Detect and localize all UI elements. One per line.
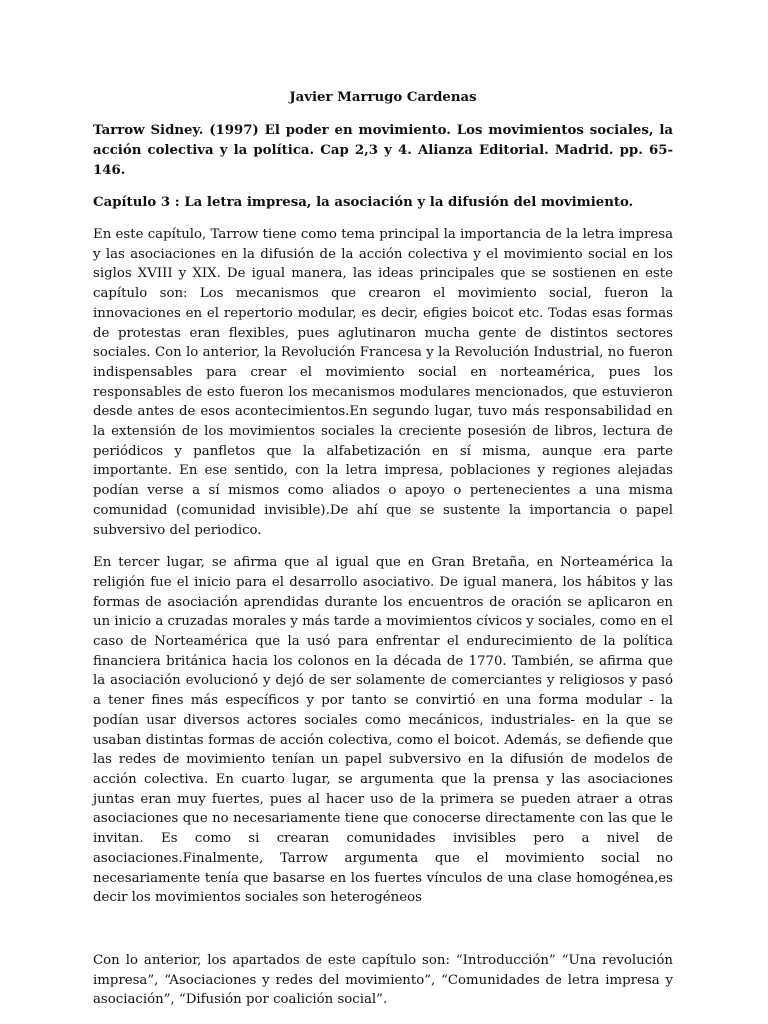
author-name: Javier Marrugo Cardenas (289, 90, 477, 105)
paragraph-2: En tercer lugar, se afirma que al igual que en Gran Bretaña, en Norteamérica la religión fue el inicio para el desarrollo asociativo. De igual manera, los hábitos y las formas de asociación aprendidas durante los encuentros de oración se aplicaron en un inicio a cruzadas morales y más tarde a movimientos cívicos y sociales, como en el caso de Norteamérica que la usó para enfrentar el endurecimiento de la política financiera británica hacia los colonos en la década de 1770. También, se afirma que la asociación evolucionó y dejó de ser solamente de comerciantes y religiosos y pasó a tener fines más específicos y por tanto se convirtió en una forma modular - la podían usar diversos actores sociales como mecánicos, industriales- en la que se usaban distintas formas de acción colectiva, como el boicot. Además, se defiende que las redes de movimiento tenían un papel subversivo en la difusión de modelos de acción colectiva. En cuarto lugar, se argumenta que la prensa y las asociaciones juntas eran muy fuertes, pues al hacer uso de la primera se pueden atraer a otras asociaciones que no necesariamente tiene que conocerse directamente con las que le invitan. Es como si crearan comunidades invisibles pero a nivel de asociaciones.Finalmente, Tarrow argumenta que el movimiento social no necesariamente tenía que basarse en los fuertes vínculos de una clase homogénea,es decir los movimientos sociales son heterogéneos (93, 555, 673, 906)
paragraph-3: Con lo anterior, los apartados de este capítulo son: “Introducción” “Una revolución impresa”, “Asociaciones y redes del movimiento”, “Comunidades de letra impresa y asociación”, “Difusión por coalición social”. (93, 952, 673, 1008)
paragraph-1: En este capítulo, Tarrow tiene como tema principal la importancia de la letra impresa y las asociaciones en la difusión de la acción colectiva y el movimiento social en los siglos XVIII y XIX. De igual manera, las ideas principales que se sostienen en este capítulo son: Los mecanismos que crearon el movimiento social, fueron la innovaciones en el repertorio modular, es decir, efigies boicot etc. Todas esas formas de protestas eran flexibles, pues aglutinaron mucha gente de distintos sectores sociales. Con lo anterior, la Revolución Francesa y la Revolución Industrial, no fueron indispensables para crear el movimiento social en norteamérica, pues los responsables de esto fueron los mecanismos modulares mencionados, que estuvieron desde antes de esos acontecimientos.En segundo lugar, tuvo más responsabilidad en la extensión de los movimientos sociales la creciente posesión de libros, lectura de periódicos y panfletos que la alfabetización en sí misma, aunque era parte importante. En ese sentido, con la letra impresa, poblaciones y regiones alejadas podían verse a sí mismos como aliados o apoyo o pertenecientes a una misma comunidad (comunidad invisible).De ahí que se sustente la importancia o papel subversivo del periodico. (93, 227, 673, 538)
chapter-heading: Capítulo 3 : La letra impresa, la asociación y la difusión del movimiento. (93, 195, 634, 210)
document-page (93, 82, 673, 1023)
bibliographic-citation: Tarrow Sidney. (1997) El poder en movimiento. Los movimientos sociales, la acción colectiva y la política. Cap 2,3 y 4. Alianza Editorial. Madrid. pp. 65-146. (93, 123, 673, 178)
